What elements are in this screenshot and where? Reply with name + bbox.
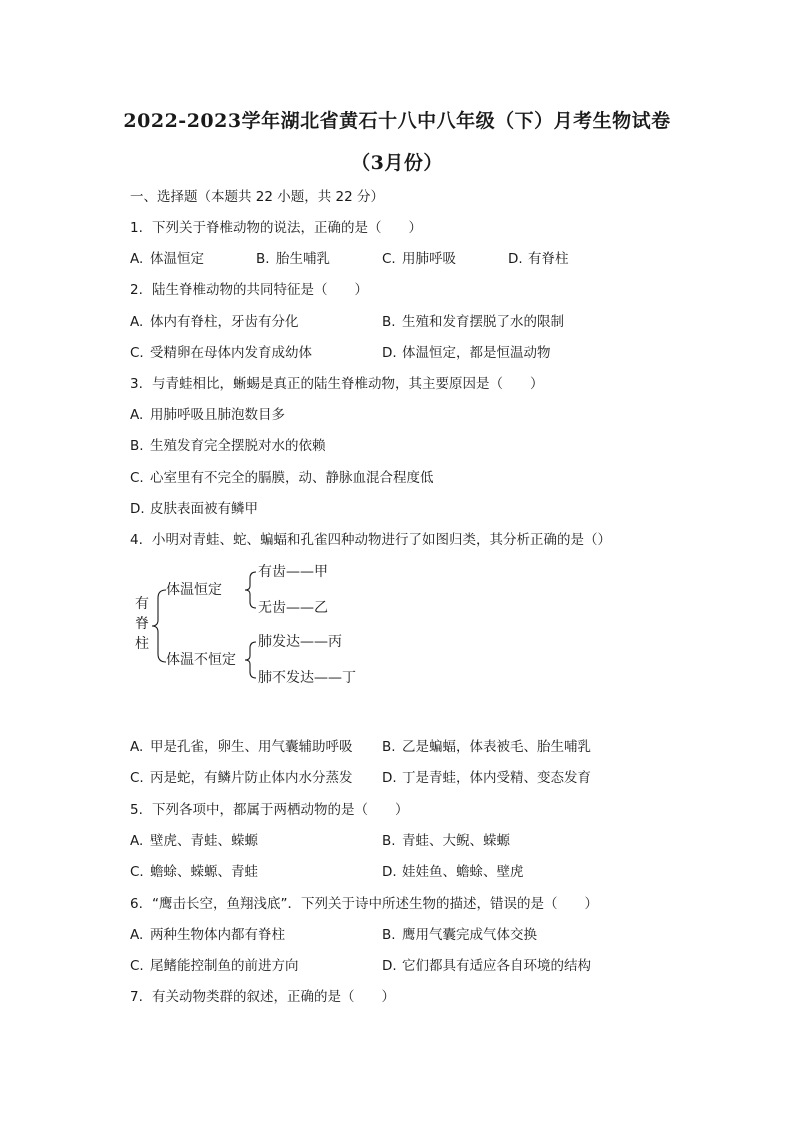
diagram-leaf-ding: 肺不发达——丁	[258, 670, 356, 686]
question-2-stem	[130, 281, 368, 299]
question-3-stem	[130, 375, 544, 393]
question-text: 陆生脊椎动物的共同特征是（ ）	[152, 282, 368, 298]
question-text: “鹰击长空，鱼翔浅底”．下列关于诗中所述生物的描述，错误的是（ ）	[152, 896, 598, 912]
diagram-root-label: 有脊柱	[135, 596, 149, 652]
question-5-option-a: A. 壁虎、青蛙、蝾螈	[130, 833, 258, 849]
question-5-option-c: C. 蟾蜍、蝾螈、青蛙	[130, 864, 258, 880]
question-number: 7.	[130, 989, 143, 1005]
question-4-stem	[130, 531, 611, 549]
question-5-option-b: B. 青蛙、大鲵、蝾螈	[382, 833, 510, 849]
classification-diagram	[130, 560, 390, 700]
diagram-leaf-bing: 肺发达——丙	[258, 634, 342, 650]
question-3-option-d: D. 皮肤表面被有鳞甲	[130, 501, 258, 517]
question-5-stem	[130, 801, 409, 819]
question-4-option-b: B. 乙是蝙蝠，体表被毛、胎生哺乳	[382, 739, 591, 755]
question-3-option-c: C. 心室里有不完全的膈膜，动、静脉血混合程度低	[130, 470, 434, 486]
question-text: 有关动物类群的叙述，正确的是（ ）	[152, 989, 395, 1005]
diagram-leaf-jia: 有齿——甲	[258, 564, 328, 580]
question-number: 2.	[130, 282, 143, 298]
question-1-option-a: A. 体温恒定	[130, 251, 204, 267]
question-number: 5.	[130, 802, 143, 818]
diagram-leaf-yi: 无齿——乙	[258, 600, 328, 616]
question-1-option-b: B. 胎生哺乳	[256, 251, 330, 267]
question-6-option-c: C. 尾鳍能控制鱼的前进方向	[130, 958, 299, 974]
section-heading: 一、选择题（本题共 22 小题，共 22 分）	[130, 189, 385, 205]
diagram-branch-warm: 体温恒定	[166, 582, 222, 598]
question-2-option-b: B. 生殖和发育摆脱了水的限制	[382, 314, 564, 330]
question-1-option-d: D. 有脊柱	[508, 251, 569, 267]
question-number: 6.	[130, 896, 143, 912]
question-4-option-d: D. 丁是青蛙，体内受精、变态发育	[382, 770, 591, 786]
page-title: 2022-2023学年湖北省黄石十八中八年级（下）月考生物试卷	[123, 110, 671, 132]
diagram-branch-cold: 体温不恒定	[166, 652, 236, 668]
question-number: 3.	[130, 376, 143, 392]
question-6-stem	[130, 895, 598, 913]
question-3-option-b: B. 生殖发育完全摆脱对水的依赖	[130, 438, 326, 454]
question-6-option-b: B. 鹰用气囊完成气体交换	[382, 927, 537, 943]
question-number: 4.	[130, 532, 143, 548]
question-2-option-d: D. 体温恒定，都是恒温动物	[382, 345, 551, 361]
question-text: 下列关于脊椎动物的说法，正确的是（ ）	[152, 220, 422, 236]
question-text: 小明对青蛙、蛇、蝙蝠和孔雀四种动物进行了如图归类，其分析正确的是（）	[152, 532, 611, 548]
question-4-option-a: A. 甲是孔雀，卵生、用气囊辅助呼吸	[130, 739, 353, 755]
question-text: 下列各项中，都属于两栖动物的是（ ）	[152, 802, 409, 818]
question-5-option-d: D. 娃娃鱼、蟾蜍、壁虎	[382, 864, 524, 880]
question-1-option-c: C. 用肺呼吸	[382, 251, 456, 267]
question-2-option-a: A. 体内有脊柱，牙齿有分化	[130, 314, 299, 330]
question-number: 1.	[130, 220, 143, 236]
question-6-option-a: A. 两种生物体内都有脊柱	[130, 927, 285, 943]
question-2-option-c: C. 受精卵在母体内发育成幼体	[130, 345, 312, 361]
question-3-option-a: A. 用肺呼吸且肺泡数目多	[130, 407, 285, 423]
question-7-stem	[130, 988, 395, 1006]
question-text: 与青蛙相比，蜥蜴是真正的陆生脊椎动物，其主要原因是（ ）	[152, 376, 544, 392]
page-subtitle: （3月份）	[351, 152, 443, 174]
question-6-option-d: D. 它们都具有适应各自环境的结构	[382, 958, 591, 974]
question-1-stem	[130, 219, 422, 237]
question-4-option-c: C. 丙是蛇，有鳞片防止体内水分蒸发	[130, 770, 353, 786]
